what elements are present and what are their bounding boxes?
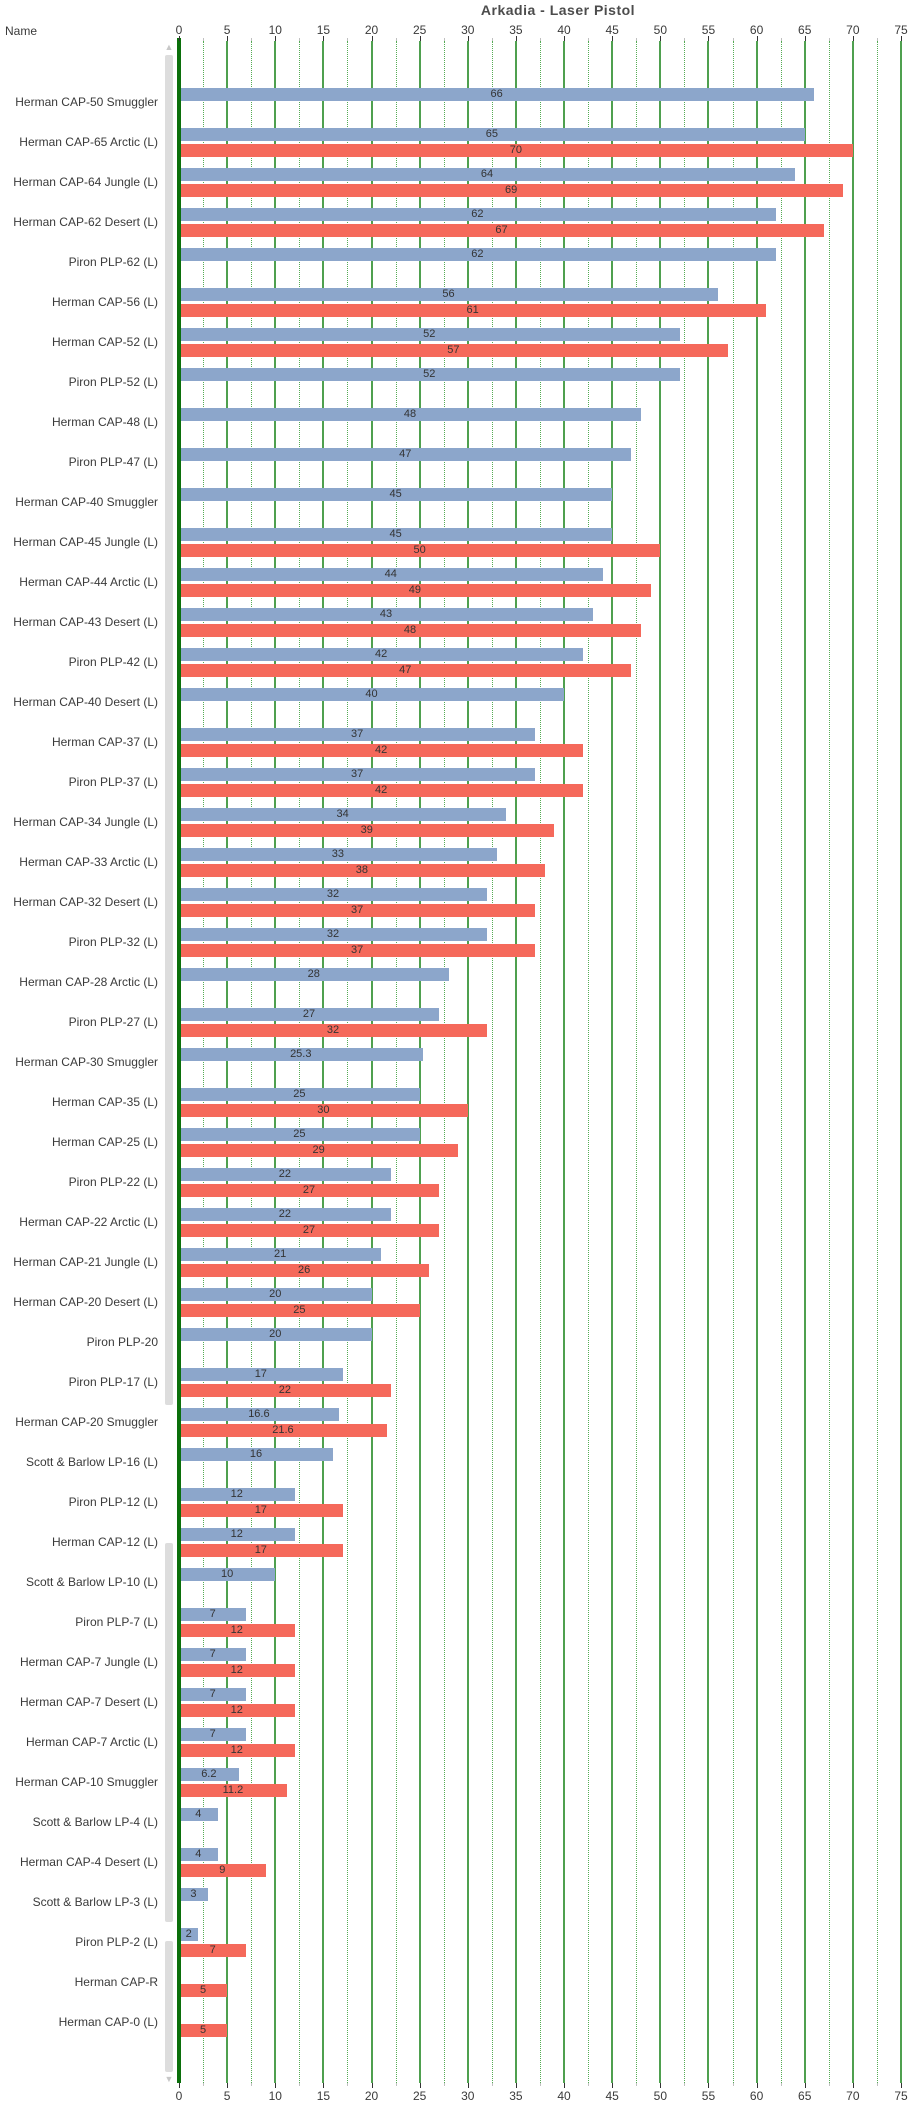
bar-value-label: 37: [350, 768, 364, 780]
axis-tick-minor-top: [492, 38, 493, 41]
bar-value-label: 34: [336, 808, 349, 820]
category-label: Piron PLP-22 (L): [68, 1175, 158, 1189]
axis-tick-label-bottom: 40: [557, 2089, 571, 2103]
bar-value-label: 9: [219, 1864, 226, 1876]
gridline-minor: [781, 41, 782, 2083]
axis-tick-minor-top: [684, 38, 685, 41]
axis-tick-label-top: 20: [364, 23, 379, 37]
bar-value-label: 12: [230, 1488, 243, 1500]
category-label: Herman CAP-40 Smuggler: [15, 495, 158, 509]
scrollbar-thumb[interactable]: [165, 1543, 173, 1922]
gridline-minor: [733, 41, 734, 2083]
axis-tick-minor-bottom: [588, 2083, 589, 2086]
category-label: Piron PLP-37 (L): [68, 775, 158, 789]
axis-tick-label-top: 65: [798, 23, 812, 37]
axis-tick-bottom: [612, 2083, 613, 2088]
bar-value-label: 32: [326, 1024, 340, 1036]
scrollbar-down-arrow-icon[interactable]: ▼: [164, 2074, 174, 2084]
bar-value-label: 22: [278, 1168, 292, 1180]
bar-value-label: 5: [200, 1984, 207, 1996]
bar-value-label: 16.6: [248, 1408, 270, 1420]
bar-value-label: 3: [190, 1888, 197, 1900]
bar-value-label: 42: [375, 784, 388, 796]
axis-tick-minor-bottom: [733, 2083, 734, 2086]
bar-value-label: 7: [209, 1688, 216, 1700]
axis-tick-minor-bottom: [299, 2083, 300, 2086]
category-label: Herman CAP-62 Desert (L): [13, 215, 158, 229]
axis-tick-bottom: [468, 2083, 469, 2088]
axis-tick-label-bottom: 30: [461, 2089, 475, 2103]
axis-tick-bottom: [227, 2083, 228, 2088]
axis-tick-bottom: [372, 2083, 373, 2088]
bar-value-label: 32: [326, 888, 340, 900]
category-label: Herman CAP-44 Arctic (L): [19, 575, 158, 589]
axis-tick-label-bottom: 75: [894, 2089, 908, 2103]
bar-value-label: 7: [209, 1608, 216, 1620]
category-label: Piron PLP-27 (L): [68, 1015, 158, 1029]
bar-value-label: 42: [375, 744, 388, 756]
category-label: Piron PLP-2 (L): [75, 1935, 158, 1949]
bar-value-label: 7: [209, 1944, 216, 1956]
bar-value-label: 70: [509, 144, 523, 156]
category-label: Piron PLP-52 (L): [68, 375, 158, 389]
bar-value-label: 62: [471, 248, 484, 260]
category-label: Herman CAP-43 Desert (L): [13, 615, 158, 629]
bar-value-label: 37: [350, 904, 364, 916]
bar-value-label: 4: [195, 1808, 202, 1820]
axis-tick-minor-top: [251, 38, 252, 41]
bar-value-label: 12: [230, 1744, 243, 1756]
bar-value-label: 37: [350, 944, 364, 956]
bar-value-label: 40: [365, 688, 378, 700]
category-label: Herman CAP-50 Smuggler: [15, 95, 158, 109]
axis-tick-label-bottom: 10: [268, 2089, 282, 2103]
bar-value-label: 26: [298, 1264, 311, 1276]
bar-value-label: 6.2: [201, 1768, 217, 1780]
axis-tick-label-top: 5: [223, 23, 231, 37]
axis-tick-minor-bottom: [203, 2083, 204, 2086]
scrollbar-thumb[interactable]: [165, 1941, 173, 2072]
category-label: Herman CAP-52 (L): [51, 335, 158, 349]
bar-value-label: 27: [302, 1184, 316, 1196]
category-label: Piron PLP-17 (L): [68, 1375, 158, 1389]
bar-value-label: 48: [403, 624, 417, 636]
axis-tick-minor-top: [396, 38, 397, 41]
bar-value-label: 45: [389, 528, 402, 540]
category-label: Piron PLP-47 (L): [68, 455, 158, 469]
bar-value-label: 42: [375, 648, 388, 660]
category-label: Herman CAP-22 Arctic (L): [19, 1215, 158, 1229]
axis-tick-minor-top: [299, 38, 300, 41]
gridline-major: [852, 41, 854, 2083]
category-label: Herman CAP-10 Smuggler: [15, 1775, 158, 1789]
axis-tick-minor-bottom: [251, 2083, 252, 2086]
axis-tick-label-top: 0: [175, 23, 183, 37]
axis-tick-minor-top: [203, 38, 204, 41]
category-label: Scott & Barlow LP-10 (L): [25, 1575, 158, 1589]
axis-tick-label-bottom: 20: [364, 2089, 379, 2103]
axis-tick-label-bottom: 45: [605, 2089, 619, 2103]
axis-tick-label-top: 15: [316, 23, 331, 37]
axis-tick-label-bottom: 0: [175, 2089, 183, 2103]
bar-value-label: 61: [466, 304, 479, 316]
axis-tick-minor-top: [829, 38, 830, 41]
axis-tick-label-bottom: 60: [749, 2089, 764, 2103]
axis-tick-minor-bottom: [492, 2083, 493, 2086]
axis-tick-bottom: [516, 2083, 517, 2088]
bar-value-label: 50: [413, 544, 426, 556]
category-label: Herman CAP-33 Arctic (L): [19, 855, 158, 869]
bar-value-label: 7: [209, 1648, 216, 1660]
category-label: Piron PLP-32 (L): [68, 935, 158, 949]
gridline-major: [900, 41, 902, 2083]
bar-value-label: 47: [399, 448, 412, 460]
category-label: Piron PLP-7 (L): [75, 1615, 158, 1629]
category-label: Herman CAP-0 (L): [58, 2015, 158, 2029]
bar-value-label: 4: [195, 1848, 202, 1860]
bar-value-label: 33: [331, 848, 344, 860]
axis-tick-label-top: 35: [509, 23, 523, 37]
gridline-minor: [829, 41, 830, 2083]
axis-tick-label-top: 55: [701, 23, 716, 37]
bar-value-label: 10: [221, 1568, 234, 1580]
bar-value-label: 62: [471, 208, 484, 220]
bar-value-label: 27: [302, 1008, 316, 1020]
gridline-minor: [877, 41, 878, 2083]
scrollbar-up-arrow-icon[interactable]: ▲: [164, 42, 174, 52]
bar-value-label: 47: [399, 664, 412, 676]
bar-value-label: 39: [360, 824, 373, 836]
axis-tick-bottom: [420, 2083, 421, 2088]
bar-value-label: 17: [254, 1544, 267, 1556]
bar-value-label: 12: [230, 1664, 243, 1676]
y-axis-name-label: Name: [5, 24, 38, 38]
axis-tick-label-bottom: 25: [412, 2089, 427, 2103]
category-label: Piron PLP-20: [86, 1335, 158, 1349]
axis-tick-label-top: 40: [557, 23, 571, 37]
axis-tick-bottom: [275, 2083, 276, 2088]
bar-value-label: 2: [185, 1928, 192, 1940]
bar-value-label: 20: [269, 1288, 282, 1300]
bar-value-label: 32: [326, 928, 340, 940]
axis-tick-bottom: [179, 2083, 180, 2088]
gridline-major: [804, 41, 806, 2083]
axis-tick-minor-bottom: [781, 2083, 782, 2086]
bar-value-label: 17: [254, 1504, 267, 1516]
bar-value-label: 66: [490, 88, 503, 100]
category-label: Herman CAP-4 Desert (L): [19, 1855, 158, 1869]
gridline-major: [756, 41, 758, 2083]
bar-value-label: 57: [447, 344, 460, 356]
bar-value-label: 25: [293, 1088, 306, 1100]
bar-value-label: 25.3: [290, 1048, 312, 1060]
axis-tick-minor-top: [877, 38, 878, 41]
axis-tick-bottom: [708, 2083, 709, 2088]
bar-value-label: 11.2: [222, 1784, 244, 1796]
axis-tick-bottom: [757, 2083, 758, 2088]
bar-value-label: 25: [293, 1128, 306, 1140]
axis-tick-bottom: [853, 2083, 854, 2088]
axis-tick-label-bottom: 35: [509, 2089, 523, 2103]
bar-value-label: 17: [254, 1368, 267, 1380]
axis-tick-label-bottom: 65: [798, 2089, 812, 2103]
category-label: Herman CAP-12 (L): [51, 1535, 158, 1549]
bar-value-label: 48: [403, 408, 417, 420]
axis-tick-minor-top: [733, 38, 734, 41]
category-label: Herman CAP-56 (L): [51, 295, 158, 309]
category-label: Herman CAP-30 Smuggler: [15, 1055, 158, 1069]
bar-value-label: 30: [317, 1104, 330, 1116]
axis-tick-label-bottom: 70: [846, 2089, 860, 2103]
category-label: Scott & Barlow LP-4 (L): [32, 1815, 158, 1829]
axis-tick-minor-bottom: [444, 2083, 445, 2086]
category-label: Herman CAP-37 (L): [51, 735, 158, 749]
bar-value-label: 12: [230, 1624, 243, 1636]
axis-tick-minor-top: [540, 38, 541, 41]
axis-tick-minor-top: [588, 38, 589, 41]
axis-tick-minor-bottom: [684, 2083, 685, 2086]
axis-tick-minor-bottom: [540, 2083, 541, 2086]
axis-tick-minor-bottom: [347, 2083, 348, 2086]
bar-value-label: 65: [485, 128, 498, 140]
bar-value-label: 25: [293, 1304, 306, 1316]
category-label: Herman CAP-21 Jungle (L): [13, 1255, 158, 1269]
bar-value-label: 44: [384, 568, 397, 580]
category-label: Herman CAP-32 Desert (L): [13, 895, 158, 909]
category-label: Herman CAP-65 Arctic (L): [19, 135, 158, 149]
bar-value-label: 12: [230, 1704, 243, 1716]
axis-tick-label-top: 75: [894, 23, 908, 37]
category-label: Herman CAP-7 Jungle (L): [19, 1655, 158, 1669]
category-label: Herman CAP-20 Desert (L): [13, 1295, 158, 1309]
bar-value-label: 20: [269, 1328, 282, 1340]
axis-tick-bottom: [805, 2083, 806, 2088]
bar-value-label: 69: [504, 184, 518, 196]
axis-tick-label-top: 10: [268, 23, 282, 37]
bar-value-label: 56: [442, 288, 455, 300]
category-label: Herman CAP-20 Smuggler: [15, 1415, 158, 1429]
axis-tick-label-bottom: 5: [223, 2089, 231, 2103]
axis-tick-minor-top: [444, 38, 445, 41]
category-label: Scott & Barlow LP-3 (L): [32, 1895, 158, 1909]
category-label: Piron PLP-42 (L): [68, 655, 158, 669]
axis-tick-label-top: 45: [605, 23, 619, 37]
bar-value-label: 22: [278, 1208, 292, 1220]
axis-tick-label-bottom: 55: [701, 2089, 716, 2103]
bar-value-label: 67: [495, 224, 508, 236]
bar-value-label: 52: [423, 368, 436, 380]
bar-value-label: 29: [312, 1144, 325, 1156]
axis-tick-label-top: 60: [749, 23, 764, 37]
axis-tick-minor-bottom: [877, 2083, 878, 2086]
category-label: Herman CAP-R: [74, 1975, 158, 1989]
axis-tick-bottom: [564, 2083, 565, 2088]
axis-tick-bottom: [901, 2083, 902, 2088]
axis-tick-label-top: 30: [461, 23, 475, 37]
bar-value-label: 5: [200, 2024, 207, 2036]
category-label: Herman CAP-48 (L): [51, 415, 158, 429]
bar-value-label: 64: [480, 168, 494, 180]
axis-tick-label-top: 25: [412, 23, 427, 37]
axis-tick-minor-top: [347, 38, 348, 41]
axis-tick-bottom: [323, 2083, 324, 2088]
category-label: Scott & Barlow LP-16 (L): [25, 1455, 158, 1469]
category-label: Herman CAP-34 Jungle (L): [13, 815, 158, 829]
bar-value-label: 43: [379, 608, 393, 620]
bar-value-label: 22: [278, 1384, 292, 1396]
bar-value-label: 49: [408, 584, 421, 596]
bar-value-label: 27: [302, 1224, 316, 1236]
bar-value-label: 37: [350, 728, 364, 740]
category-label: Herman CAP-7 Arctic (L): [25, 1735, 158, 1749]
category-label: Herman CAP-40 Desert (L): [13, 695, 158, 709]
category-label: Herman CAP-45 Jungle (L): [13, 535, 158, 549]
category-label: Herman CAP-64 Jungle (L): [13, 175, 158, 189]
bar-value-label: 16: [249, 1448, 263, 1460]
chart-title: Arkadia - Laser Pistol: [480, 2, 636, 18]
bar-value-label: 7: [209, 1728, 216, 1740]
category-label: Piron PLP-62 (L): [68, 255, 158, 269]
category-label: Herman CAP-28 Arctic (L): [19, 975, 158, 989]
bar-value-label: 52: [423, 328, 436, 340]
axis-tick-label-top: 70: [846, 23, 860, 37]
category-label: Herman CAP-35 (L): [51, 1095, 158, 1109]
axis-tick-bottom: [660, 2083, 661, 2088]
axis-tick-minor-top: [636, 38, 637, 41]
bar-value-label: 21.6: [272, 1424, 294, 1436]
bar-value-label: 12: [230, 1528, 243, 1540]
bar-value-label: 21: [273, 1248, 287, 1260]
axis-tick-minor-bottom: [396, 2083, 397, 2086]
axis-tick-label-bottom: 15: [316, 2089, 331, 2103]
bar-value-label: 38: [355, 864, 369, 876]
axis-tick-minor-bottom: [636, 2083, 637, 2086]
category-label: Piron PLP-12 (L): [68, 1495, 158, 1509]
bar-value-label: 28: [307, 968, 320, 980]
category-label: Herman CAP-25 (L): [51, 1135, 158, 1149]
bar-value-label: 45: [389, 488, 402, 500]
category-label: Herman CAP-7 Desert (L): [19, 1695, 158, 1709]
axis-tick-label-bottom: 50: [653, 2089, 667, 2103]
axis-tick-minor-top: [781, 38, 782, 41]
scrollbar-thumb[interactable]: [165, 55, 173, 1405]
axis-tick-label-top: 50: [653, 23, 667, 37]
axis-tick-minor-bottom: [829, 2083, 830, 2086]
